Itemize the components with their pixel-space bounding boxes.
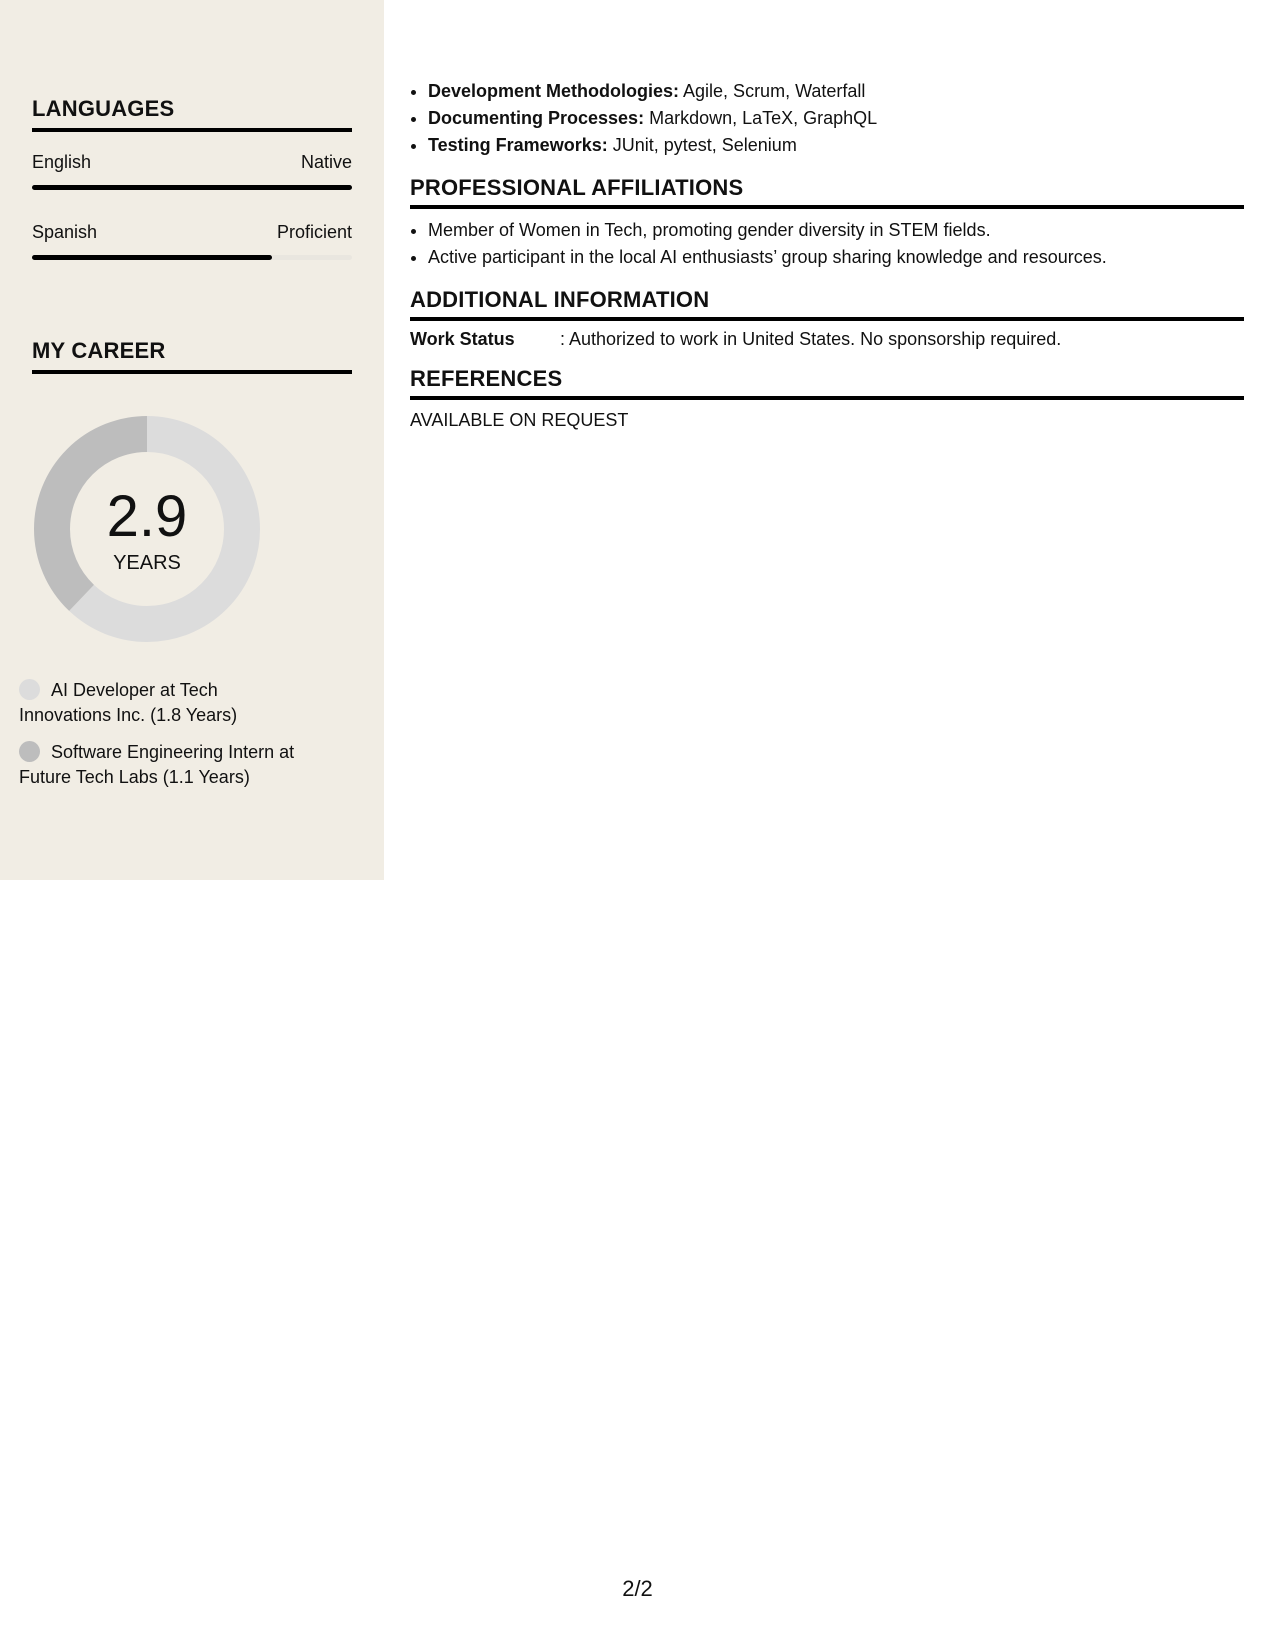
career-total-unit: YEARS: [113, 551, 181, 574]
language-level: Native: [300, 152, 352, 172]
sidebar: [0, 0, 384, 880]
references-heading: REFERENCES: [410, 366, 1244, 400]
affiliation-item: • Active participant in the local AI enthusiasts’ group sharing knowledge and resources.: [428, 244, 1244, 271]
work-status-row: [410, 329, 1244, 350]
language-proficiency-bar: [32, 255, 352, 260]
legend-label: AI Developer at Tech Innovations Inc. (1.8 Years): [19, 680, 238, 725]
additional-info-heading: ADDITIONAL INFORMATION: [410, 287, 1244, 321]
skill-label: Testing Frameworks:: [428, 135, 608, 155]
language-item-spanish: [32, 222, 352, 260]
skills-list: [410, 78, 1244, 159]
skill-item: [428, 105, 1244, 132]
language-proficiency-fill: [32, 185, 352, 190]
work-status-value: : Authorized to work in United States. No sponsorship required.: [560, 329, 1062, 349]
language-name: Spanish: [32, 222, 98, 242]
skill-label: Documenting Processes:: [428, 108, 645, 128]
legend-item: [19, 678, 309, 728]
affiliations-heading: PROFESSIONAL AFFILIATIONS: [410, 175, 1244, 209]
language-proficiency-bar: [32, 185, 352, 190]
legend-item: [19, 740, 309, 790]
skill-value: Markdown, LaTeX, GraphQL: [649, 108, 878, 128]
career-total: [34, 416, 260, 642]
legend-dot-icon: [19, 679, 40, 700]
language-level: Proficient: [276, 222, 352, 242]
main-content: [410, 78, 1244, 431]
work-status-label: Work Status: [410, 329, 515, 349]
languages-heading: LANGUAGES: [32, 96, 352, 132]
skill-value: JUnit, pytest, Selenium: [612, 135, 797, 155]
language-item-english: [32, 152, 352, 190]
legend-dot-icon: [19, 741, 40, 762]
skill-item: [428, 78, 1244, 105]
career-heading: MY CAREER: [32, 338, 352, 374]
skill-value: Agile, Scrum, Waterfall: [683, 81, 866, 101]
affiliations-list: [410, 217, 1244, 271]
career-legend: [19, 678, 309, 802]
references-value: AVAILABLE ON REQUEST: [410, 410, 629, 430]
affiliation-item: • Member of Women in Tech, promoting gender diversity in STEM fields.: [428, 217, 1244, 244]
career-total-value: 2.9: [106, 483, 188, 549]
legend-label: Software Engineering Intern at Future Tech Labs (1.1 Years): [19, 742, 295, 787]
skill-label: Development Methodologies:: [428, 81, 680, 101]
language-name: English: [32, 152, 92, 172]
language-proficiency-fill: [32, 255, 272, 260]
skill-item: [428, 132, 1244, 159]
page-number: 2/2: [622, 1576, 653, 1601]
